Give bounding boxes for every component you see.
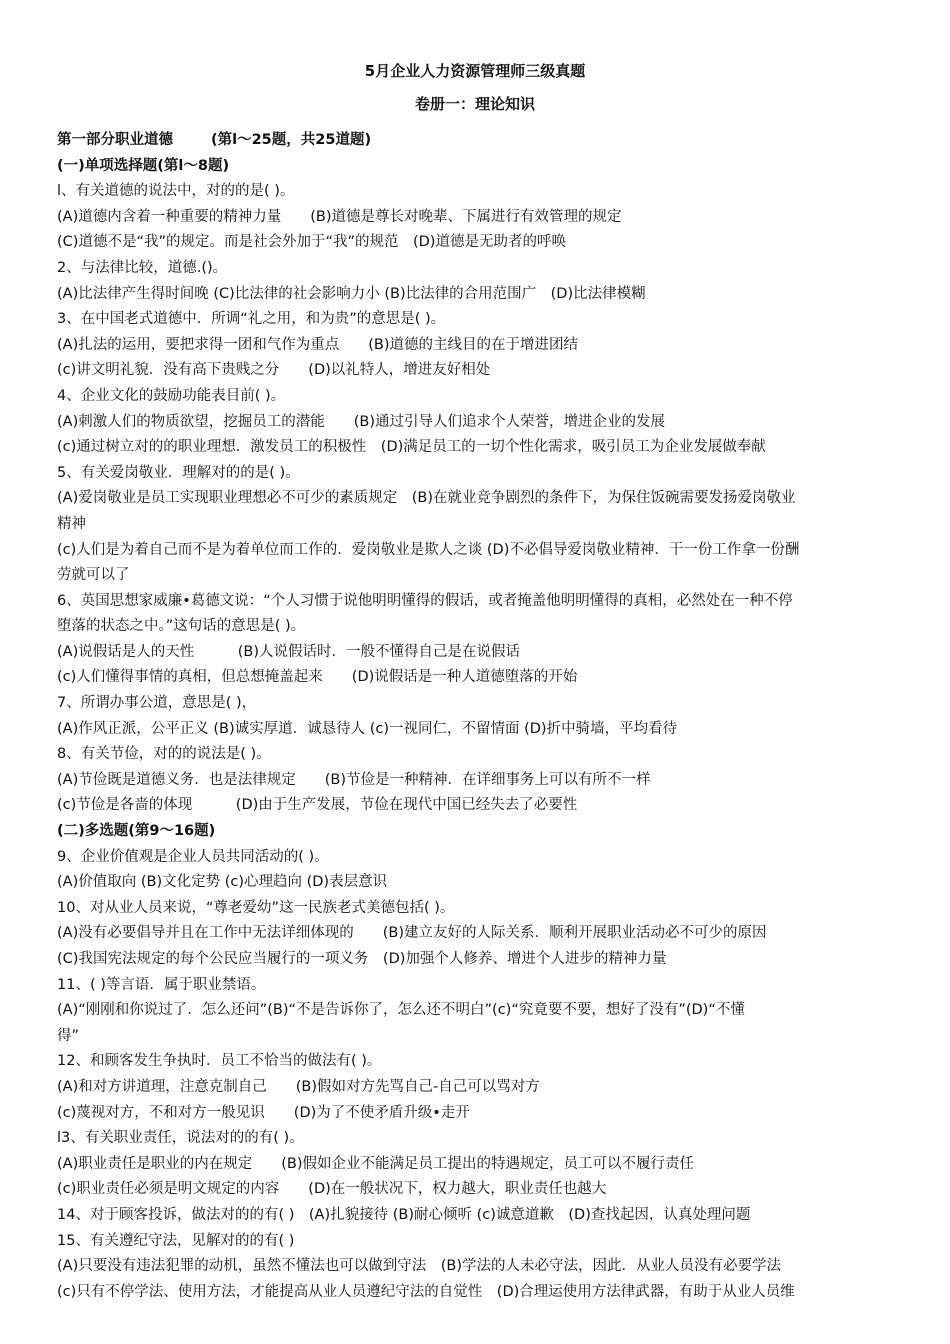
option-line: (A)比法律产生得时间晚 (C)比法律的社会影响力小 (B)比法律的合用范围广 (D)比法律模糊 — [57, 285, 646, 302]
question-line: 12、和顾客发生争执时．员工不恰当的做法有( )。 — [57, 1053, 382, 1070]
document-title: 5月企业人力资源管理师三级真题 — [364, 62, 586, 80]
option-line: (A)爱岗敬业是员工实现职业理想必不可少的素质规定 (B)在就业竞争剧烈的条件下，为保住饭碗需要发扬爱岗敬业 — [57, 490, 796, 507]
option-line: (C)我国宪法规定的每个公民应当履行的一项义务 (D)加强个人修养、增进个人进步的精神力量 — [57, 951, 667, 967]
option-line: (A)没有必要倡导并且在工作中无法详细体现的 (B)建立友好的人际关系．顺利开展职业活动必不可少的原因 — [57, 925, 767, 942]
question-line: 堕落的状态之中。”这句话的意思是( )。 — [57, 618, 306, 635]
option-line: (A)节俭既是道德义务．也是法律规定 (B)节俭是一种精神．在详细事务上可以有所不一样 — [57, 771, 651, 788]
question-line: 8、有关节俭，对的的说法是( )。 — [57, 746, 271, 763]
option-line: (A)只要没有违法犯罪的动机，虽然不懂法也可以做到守法 (B)学法的人未必守法，因此．从业人员没有必要学法 — [57, 1258, 781, 1275]
part-heading: 第一部分职业道德 — [57, 132, 173, 148]
option-line: 精神 — [57, 515, 86, 532]
document-body — [57, 128, 919, 1305]
question-line: 15、有关遵纪守法，见解对的的有( ) — [57, 1232, 295, 1249]
option-line: (A)“刚刚和你说过了．怎么还问”(B)“不是告诉你了，怎么还不明白”(c)“究竟要不要，想好了没有”(D)“不懂 — [57, 1002, 745, 1019]
option-line: 劳就可以了 — [57, 567, 130, 584]
question-line: 3、在中国老式道德中．所调“礼之用，和为贵”的意思是( )。 — [57, 311, 446, 328]
option-line: (c)讲文明礼貌．没有高下贵贱之分 (D)以礼特人，增进友好相处 — [57, 362, 491, 379]
option-line: (c)只有不停学法、使用方法，才能提高从业人员遵纪守法的自觉性 (D)合理运使用方法律武器，有助于从业人员维 — [57, 1283, 795, 1300]
option-line: (A)价值取向 (B)文化定势 (c)心理趋向 (D)表层意识 — [57, 874, 388, 891]
option-line: (A)作风正派，公平正义 (B)诚实厚道．诚恳待人 (c)一视同仁，不留情面 (D)折中骑墙，平均看待 — [57, 720, 678, 737]
option-line: (C)道德不是“我”的规定。而是社会外加于“我”的规范 (D)道德是无助者的呼唤 — [57, 234, 566, 251]
question-line: 10、对从业人员来说，“尊老爱幼”这一民族老式美德包括( )。 — [57, 899, 455, 916]
question-line: 6、英国思想家威廉•葛德文说：“个人习惯于说他明明懂得的假话，或者掩盖他明明懂得的真相，必然处在一种不停 — [57, 592, 793, 609]
option-line: (c)通过树立对的的职业理想．激发员工的积极性 (D)满足员工的一切个性化需求，吸引员工为企业发展做奉献 — [57, 439, 766, 456]
question-line: l、有关道德的说法中，对的的是( )。 — [57, 183, 295, 200]
option-line: (c)节俭是各啬的体现 (D)由于生产发展，节俭在现代中国已经失去了必要性 — [57, 797, 578, 814]
option-line: (A)说假话是人的天性 (B)人说假话时．一般不懂得自己是在说假话 — [57, 643, 520, 660]
question-line: 4、企业文化的鼓励功能表目前( )。 — [57, 387, 286, 404]
question-line: 11、( )等言语．属于职业禁语。 — [57, 976, 266, 993]
question-line: 5、有关爱岗敬业．理解对的的是( )。 — [57, 464, 300, 481]
part-range: (第l～25题，共25道题) — [211, 132, 372, 148]
option-line: (c)蔑视对方，不和对方一般见识 (D)为了不使矛盾升级•走开 — [57, 1104, 470, 1121]
question-line: l3、有关职业责任，说法对的的有( )。 — [57, 1130, 304, 1147]
question-line: 2、与法律比较，道德.()。 — [57, 259, 228, 276]
option-line: (A)职业责任是职业的内在规定 (B)假如企业不能满足员工提出的特遇规定，员工可以不履行责任 — [57, 1155, 694, 1172]
option-line: (c)人们懂得事情的真相，但总想掩盖起来 (D)说假话是一种人道德堕落的开始 — [57, 669, 578, 686]
question-line: 9、企业价值观是企业人员共同活动的( )。 — [57, 848, 329, 865]
option-line: 得” — [57, 1027, 80, 1044]
document-subtitle: 卷册一：理论知识 — [414, 95, 535, 113]
section-heading: (二)多选题(第9～16题) — [57, 823, 216, 840]
part-heading-line — [57, 128, 919, 154]
section-heading: (一)单项选择题(第l～8题) — [57, 157, 230, 174]
question-line: 14、对于顾客投诉，做法对的的有( ) (A)扎貌接待 (B)耐心倾听 (c)诚意道歉 (D)查找起因，认真处理问题 — [57, 1206, 751, 1223]
option-line: (A)和对方讲道理，注意克制自己 (B)假如对方先骂自己-自己可以骂对方 — [57, 1078, 540, 1095]
option-line: (A)刺激人们的物质欲望，挖掘员工的潜能 (B)通过引导人们追求个人荣誉，增进企业的发展 — [57, 413, 665, 430]
option-line: (A)扎法的运用，要把求得一团和气作为重点 (B)道德的主线目的在于增进团结 — [57, 336, 578, 353]
option-line: (c)人们是为着自己而不是为着单位而工作的．爱岗敬业是欺人之谈 (D)不必倡导爱岗敬业精神．干一份工作拿一份酬 — [57, 541, 800, 558]
option-line: (c)职业责任必须是明文规定的内容 (D)在一般状况下，权力越大，职业责任也越大 — [57, 1181, 607, 1198]
option-line: (A)道德内含着一种重要的精神力量 (B)道德是尊长对晚辈、下属进行有效管理的规定 — [57, 208, 622, 225]
question-line: 7、所谓办事公道，意思是( )， — [57, 695, 257, 712]
